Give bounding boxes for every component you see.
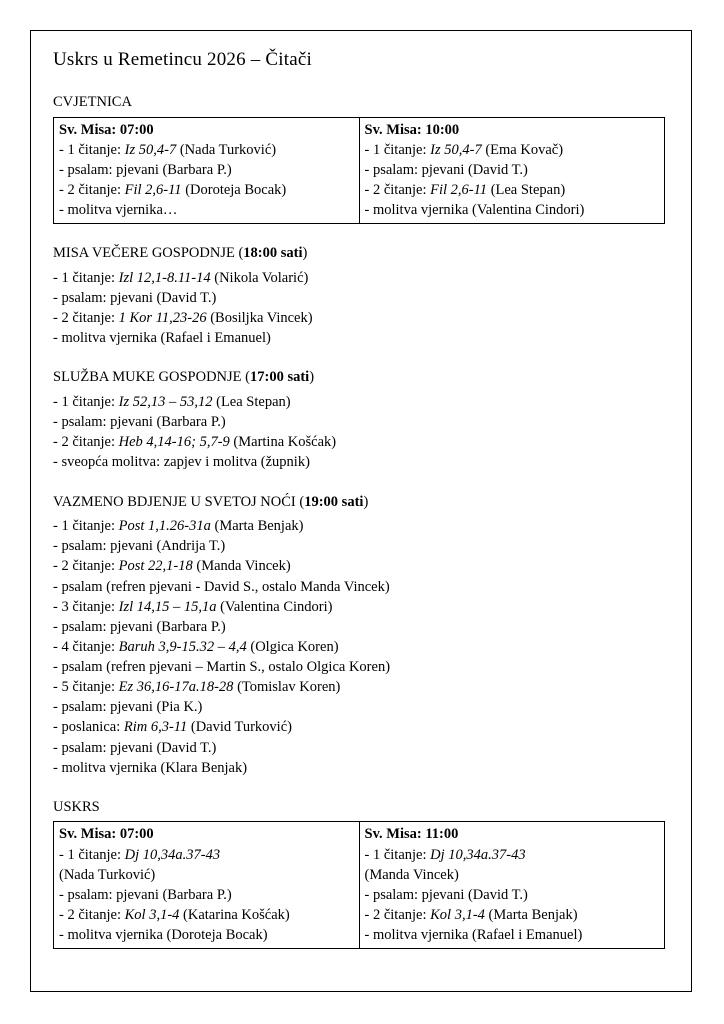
reading-line xyxy=(365,845,660,865)
line-suffix: (Marta Benjak) xyxy=(484,907,578,924)
reading-line xyxy=(59,200,354,220)
line-prefix: - 1 čitanje: xyxy=(364,141,431,158)
section-misa-vecere xyxy=(53,244,669,348)
line-suffix: (Nikola Volarić) xyxy=(210,269,309,286)
line-prefix: - molitva vjernika (Rafael i Emanuel) xyxy=(53,330,271,347)
reading-line xyxy=(59,865,354,885)
table-cell-mass-0700 xyxy=(54,117,360,224)
reading-line xyxy=(59,180,354,200)
table-cvjetnica-wrapper xyxy=(53,117,669,225)
line-prefix: - psalam: pjevani (Barbara P.) xyxy=(59,161,232,178)
line-prefix: - 1 čitanje: xyxy=(59,846,125,863)
scripture-ref: Heb 4,14-16; 5,7-9 xyxy=(118,434,230,451)
line-prefix: - psalam: pjevani (Pia K.) xyxy=(53,699,203,716)
section-sluzba-muke xyxy=(53,368,669,472)
line-prefix: - psalam: pjevani (David T.) xyxy=(53,289,217,306)
scripture-ref: Kol 3,1-4 xyxy=(430,907,485,924)
column-header: Sv. Misa: 07:00 xyxy=(59,121,154,138)
reading-line xyxy=(53,412,669,432)
scripture-ref: Dj 10,34a.37-43 xyxy=(430,846,526,863)
heading-text: VAZMENO BDJENJE U SVETOJ NOĆI ( xyxy=(53,493,305,510)
line-prefix: - sveopća molitva: zapjev i molitva (župnik) xyxy=(53,454,310,471)
heading-time: 18:00 sati xyxy=(243,245,303,262)
line-prefix: - 1 čitanje: xyxy=(53,518,119,535)
reading-line xyxy=(365,865,660,885)
reading-line xyxy=(53,758,669,778)
line-prefix: - 5 čitanje: xyxy=(53,679,119,696)
section-heading-cvjetnica: CVJETNICA xyxy=(53,94,132,110)
line-suffix: (Lea Stepan) xyxy=(212,393,291,410)
reading-line xyxy=(53,432,669,452)
heading-time: 19:00 sati xyxy=(304,493,364,510)
line-prefix: - 1 čitanje: xyxy=(53,393,119,410)
line-suffix: (Nada Turković) xyxy=(176,141,277,158)
line-prefix: - 1 čitanje: xyxy=(53,269,119,286)
scripture-ref: Dj 10,34a.37-43 xyxy=(124,846,221,863)
reading-line xyxy=(365,160,660,180)
section-heading-uskrs: USKRS xyxy=(53,798,100,815)
scripture-ref: Iz 50,4-7 xyxy=(124,141,177,158)
page-title: Uskrs u Remetincu 2026 – Čitači xyxy=(53,49,312,70)
heading-tail: ) xyxy=(302,245,308,262)
reading-line xyxy=(59,885,354,905)
line-suffix: (Olgica Koren) xyxy=(246,638,339,655)
line-prefix: - poslanica: xyxy=(53,719,124,736)
line-prefix: (Manda Vincek) xyxy=(364,866,459,883)
scripture-ref: Kol 3,1-4 xyxy=(124,907,180,924)
line-prefix: - psalam: pjevani (Barbara P.) xyxy=(53,618,226,635)
line-prefix: - molitva vjernika (Doroteja Bocak) xyxy=(59,927,268,944)
section-heading-vazmeno-bdjenje xyxy=(53,493,669,513)
scripture-ref: Post 1,1.26-31a xyxy=(118,518,211,535)
line-suffix: (Valentina Cindori) xyxy=(216,598,333,615)
table-row xyxy=(54,117,665,224)
section-heading-sluzba-muke xyxy=(53,368,669,388)
reading-line xyxy=(59,845,354,865)
line-prefix: - 2 čitanje: xyxy=(59,907,125,924)
section-vazmeno-bdjenje xyxy=(53,493,669,778)
line-prefix: - psalam: pjevani (David T.) xyxy=(364,161,528,178)
table-cvjetnica xyxy=(53,117,665,225)
line-prefix: - 2 čitanje: xyxy=(364,181,431,198)
scripture-ref: Iz 50,4-7 xyxy=(430,141,482,158)
reading-line xyxy=(53,677,669,697)
line-prefix: - 4 čitanje: xyxy=(53,638,119,655)
reading-list xyxy=(53,268,669,349)
table-uskrs xyxy=(53,821,665,949)
line-prefix: - psalam (refren pjevani – Martin S., ostalo Olgica Koren) xyxy=(53,659,391,676)
reading-line xyxy=(53,556,669,576)
line-prefix: - molitva vjernika… xyxy=(59,202,178,219)
heading-time: 17:00 sati xyxy=(249,369,310,386)
scripture-ref: Rim 6,3-11 xyxy=(123,719,188,736)
reading-line xyxy=(53,738,669,758)
line-prefix: - psalam: pjevani (Andrija T.) xyxy=(53,538,226,555)
scripture-ref: Baruh 3,9-15.32 – 4,4 xyxy=(118,638,247,655)
line-suffix: (Katarina Košćak) xyxy=(179,907,290,924)
line-suffix: (David Turković) xyxy=(187,719,292,736)
reading-line xyxy=(53,657,669,677)
heading-text: SLUŽBA MUKE GOSPODNJE ( xyxy=(53,369,250,386)
line-suffix: (Bosiljka Vincek) xyxy=(206,310,313,327)
section-heading-misa-vecere xyxy=(53,244,669,264)
scripture-ref: Ez 36,16-17a.18-28 xyxy=(118,679,234,696)
document-content xyxy=(31,31,691,949)
reading-list xyxy=(53,392,669,473)
reading-line xyxy=(59,160,354,180)
reading-line xyxy=(59,140,354,160)
reading-line xyxy=(53,697,669,717)
reading-line xyxy=(53,268,669,288)
line-prefix: - 3 čitanje: xyxy=(53,598,119,615)
reading-line xyxy=(59,925,354,945)
line-suffix: (Martina Košćak) xyxy=(229,434,337,451)
reading-line xyxy=(365,200,660,220)
line-suffix: (Lea Stepan) xyxy=(487,181,566,198)
line-prefix: - 2 čitanje: xyxy=(53,434,119,451)
line-suffix: (Manda Vincek) xyxy=(192,558,291,575)
line-prefix: - 1 čitanje: xyxy=(59,141,125,158)
document-page xyxy=(30,30,692,992)
line-prefix: - molitva vjernika (Valentina Cindori) xyxy=(364,202,585,219)
reading-line xyxy=(53,617,669,637)
reading-line xyxy=(53,597,669,617)
line-prefix: - molitva vjernika (Rafael i Emanuel) xyxy=(364,927,583,944)
line-prefix: - 2 čitanje: xyxy=(53,558,119,575)
line-suffix: (Marta Benjak) xyxy=(210,518,304,535)
reading-line xyxy=(365,885,660,905)
line-suffix: (Doroteja Bocak) xyxy=(181,181,287,198)
line-prefix: - molitva vjernika (Klara Benjak) xyxy=(53,759,248,776)
table-uskrs-wrapper xyxy=(53,821,669,949)
reading-line xyxy=(365,905,660,925)
reading-line xyxy=(365,925,660,945)
scripture-ref: Iz 52,13 – 53,12 xyxy=(118,393,213,410)
table-cell-mass-0700 xyxy=(54,822,360,949)
heading-tail: ) xyxy=(309,369,315,386)
column-header: Sv. Misa: 10:00 xyxy=(364,121,460,138)
scripture-ref: Izl 14,15 – 15,1a xyxy=(118,598,217,615)
line-prefix: (Nada Turković) xyxy=(59,866,156,883)
line-suffix: (Ema Kovač) xyxy=(481,141,564,158)
table-cell-mass-1000 xyxy=(359,117,665,224)
reading-line xyxy=(53,288,669,308)
line-suffix: (Tomislav Koren) xyxy=(233,679,341,696)
line-prefix: - 2 čitanje: xyxy=(59,181,125,198)
table-cell-mass-1100 xyxy=(359,822,665,949)
column-header: Sv. Misa: 07:00 xyxy=(59,826,154,843)
scripture-ref: 1 Kor 11,23-26 xyxy=(118,310,207,327)
scripture-ref: Post 22,1-18 xyxy=(118,558,193,575)
heading-text: MISA VEČERE GOSPODNJE ( xyxy=(53,245,244,262)
reading-line xyxy=(53,536,669,556)
reading-line xyxy=(53,328,669,348)
reading-list xyxy=(53,516,669,778)
reading-line xyxy=(53,637,669,657)
line-prefix: - psalam: pjevani (David T.) xyxy=(364,886,528,903)
line-prefix: - 1 čitanje: xyxy=(364,846,431,863)
heading-tail: ) xyxy=(363,493,369,510)
reading-line xyxy=(365,180,660,200)
line-prefix: - 2 čitanje: xyxy=(364,907,431,924)
column-header: Sv. Misa: 11:00 xyxy=(364,826,459,843)
line-prefix: - psalam: pjevani (Barbara P.) xyxy=(53,414,226,431)
reading-line xyxy=(365,140,660,160)
reading-line xyxy=(53,392,669,412)
line-prefix: - psalam: pjevani (Barbara P.) xyxy=(59,886,232,903)
reading-line xyxy=(53,516,669,536)
line-prefix: - 2 čitanje: xyxy=(53,310,119,327)
reading-line xyxy=(53,717,669,737)
reading-line xyxy=(53,577,669,597)
table-row xyxy=(54,822,665,949)
line-prefix: - psalam: pjevani (David T.) xyxy=(53,739,217,756)
scripture-ref: Izl 12,1-8.11-14 xyxy=(118,269,211,286)
reading-line xyxy=(53,308,669,328)
reading-line xyxy=(53,452,669,472)
scripture-ref: Fil 2,6-11 xyxy=(430,181,488,198)
reading-line xyxy=(59,905,354,925)
scripture-ref: Fil 2,6-11 xyxy=(124,181,182,198)
line-prefix: - psalam (refren pjevani - David S., ostalo Manda Vincek) xyxy=(53,578,390,595)
